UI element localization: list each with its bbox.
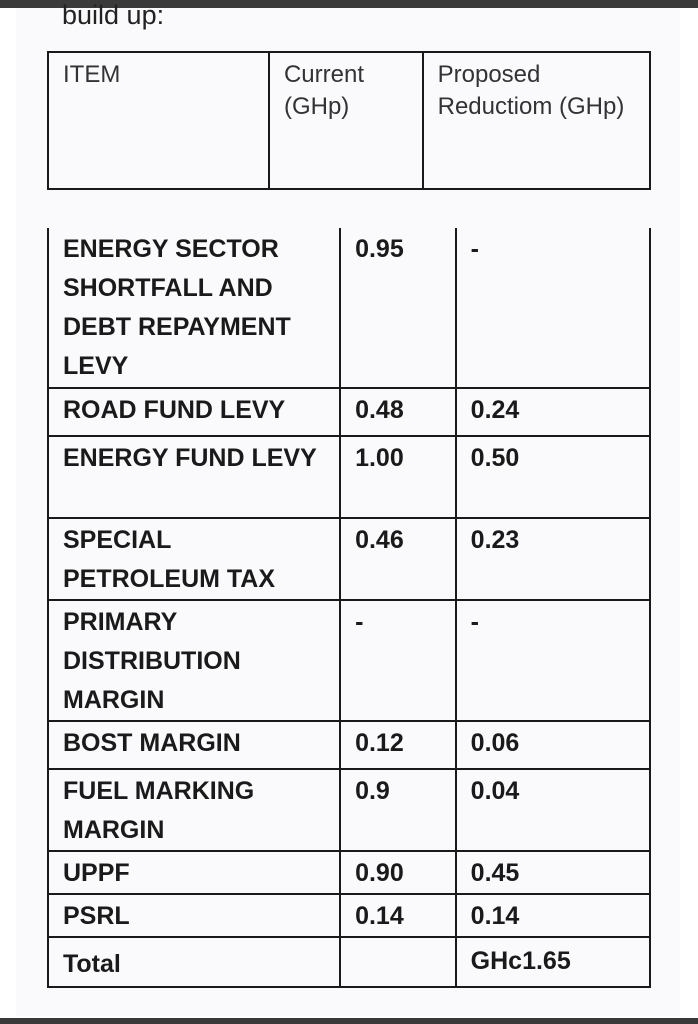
row-item: SPECIAL PETROLEUM TAX (48, 518, 340, 600)
row-current: 1.00 (340, 436, 456, 518)
levy-table (47, 228, 651, 988)
table-row (48, 436, 650, 518)
total-proposed: GHc1.65 (456, 937, 650, 987)
intro-text-fragment: build up: (62, 0, 165, 30)
row-proposed: 0.45 (456, 851, 650, 894)
row-proposed: 0.04 (456, 769, 650, 851)
row-proposed: - (456, 600, 650, 721)
table-row (48, 851, 650, 894)
total-current (340, 937, 456, 987)
row-current: 0.48 (340, 388, 456, 436)
row-item: ENERGY FUND LEVY (48, 436, 340, 518)
table-row (48, 769, 650, 851)
row-current: 0.46 (340, 518, 456, 600)
header-item: ITEM (48, 52, 269, 189)
row-proposed: 0.23 (456, 518, 650, 600)
row-item: PRIMARY DISTRIBUTION MARGIN (48, 600, 340, 721)
row-item: ROAD FUND LEVY (48, 388, 340, 436)
row-item: UPPF (48, 851, 340, 894)
row-item: BOST MARGIN (48, 721, 340, 769)
table-row (48, 228, 650, 388)
table-row (48, 894, 650, 937)
header-table (47, 51, 651, 190)
table-row (48, 388, 650, 436)
row-proposed: 0.06 (456, 721, 650, 769)
row-item: FUEL MARKING MARGIN (48, 769, 340, 851)
row-proposed: 0.50 (456, 436, 650, 518)
total-label: Total (48, 937, 340, 987)
table-row (48, 721, 650, 769)
bottom-edge (0, 1018, 698, 1024)
row-current: 0.14 (340, 894, 456, 937)
row-item: PSRL (48, 894, 340, 937)
header-current: Current (GHp) (269, 52, 423, 189)
row-current: - (340, 600, 456, 721)
row-current: 0.95 (340, 228, 456, 388)
header-proposed: Proposed Reductiom (GHp) (423, 52, 650, 189)
header-row (48, 52, 650, 189)
row-proposed: 0.14 (456, 894, 650, 937)
row-current: 0.90 (340, 851, 456, 894)
row-item: ENERGY SECTOR SHORTFALL AND DEBT REPAYMENT LEVY (48, 228, 340, 388)
row-proposed: 0.24 (456, 388, 650, 436)
table-row (48, 600, 650, 721)
row-proposed: - (456, 228, 650, 388)
total-row (48, 937, 650, 987)
table-row (48, 518, 650, 600)
row-current: 0.12 (340, 721, 456, 769)
row-current: 0.9 (340, 769, 456, 851)
